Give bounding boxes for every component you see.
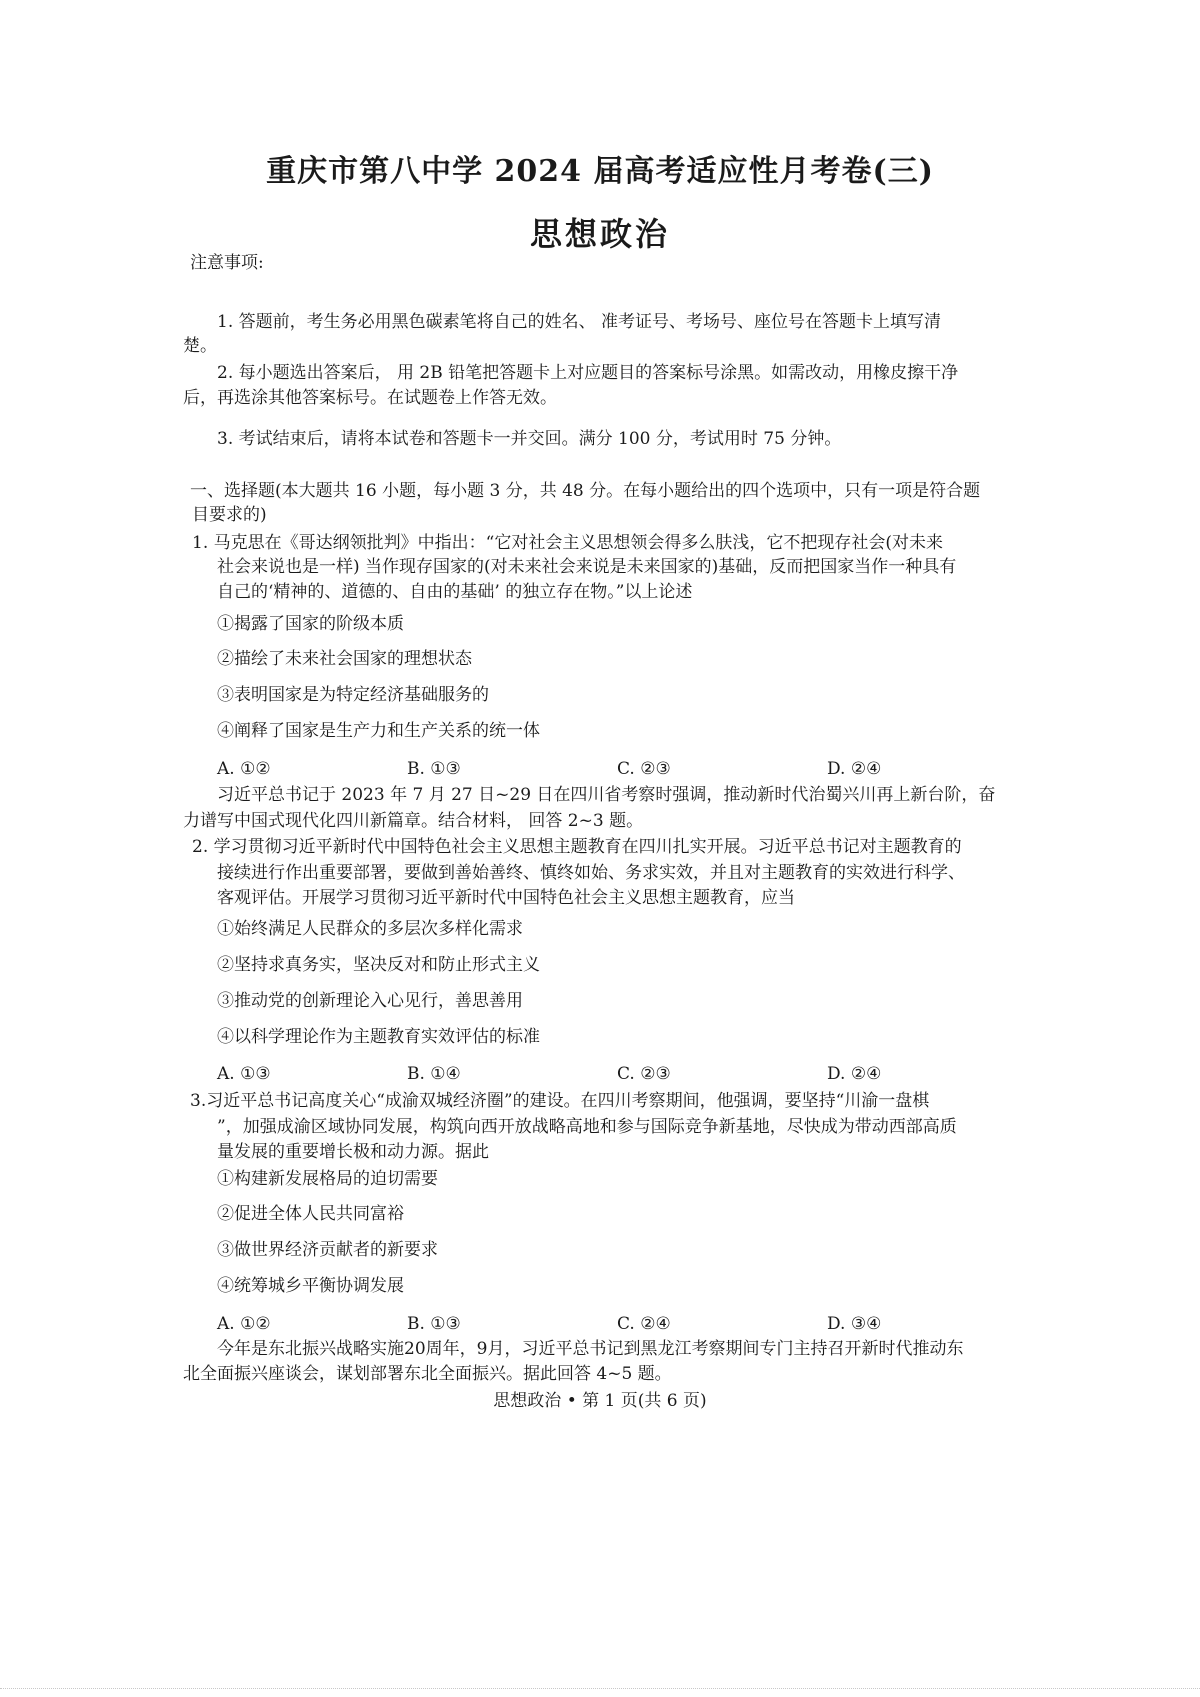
- question-2-item: ②坚持求真务实，坚决反对和防止形式主义: [217, 955, 540, 975]
- question-3-item: ③做世界经济贡献者的新要求: [217, 1240, 438, 1260]
- question-1-stem: 1. 马克思在《哥达纲领批判》中指出：“它对社会主义思想领会得多么肤浅，它不把现存社会(对未来: [192, 533, 943, 553]
- material-paragraph: 今年是东北振兴战略实施20周年，9月，习近平总书记到黑龙江考察期间专门主持召开新时代推动东: [217, 1339, 964, 1359]
- option-a: A. ①③: [217, 1064, 271, 1084]
- notice-line: 楚。: [183, 336, 217, 356]
- option-c: C. ②③: [617, 759, 671, 779]
- question-1-stem: 自己的‘精神的、道德的、自由的基础’ 的独立存在物。”以上论述: [217, 582, 693, 602]
- subject-title: 思想政治: [529, 215, 670, 253]
- question-2-item: ③推动党的创新理论入心见行，善思善用: [217, 991, 523, 1011]
- question-1-item: ④阐释了国家是生产力和生产关系的统一体: [217, 721, 540, 741]
- section-heading: 一、选择题(本大题共 16 小题，每小题 3 分，共 48 分。在每小题给出的四个选项中，只有一项是符合题: [190, 481, 981, 501]
- material-paragraph: 习近平总书记于 2023 年 7 月 27 日~29 日在四川省考察时强调，推动新时代治蜀兴川再上新台阶，奋: [217, 785, 996, 805]
- question-3-stem: ”，加强成渝区域协同发展，构筑向西开放战略高地和参与国际竞争新基地，尽快成为带动西部高质: [217, 1117, 957, 1137]
- notice-line: 1. 答题前，考生务必用黑色碳素笔将自己的姓名、 准考证号、考场号、座位号在答题卡上填写清: [217, 312, 942, 332]
- question-2-stem: 2. 学习贯彻习近平新时代中国特色社会主义思想主题教育在四川扎实开展。习近平总书记对主题教育的: [192, 837, 962, 857]
- question-2-stem: 接续进行作出重要部署，要做到善始善终、慎终如始、务求实效，并且对主题教育的实效进行科学、: [217, 863, 965, 883]
- page-footer: 思想政治 • 第 1 页(共 6 页): [493, 1391, 707, 1411]
- option-b: B. ①③: [407, 1314, 461, 1334]
- question-3-stem: 量发展的重要增长极和动力源。据此: [217, 1142, 489, 1162]
- notice-line: 3. 考试结束后，请将本试卷和答题卡一并交回。满分 100 分，考试用时 75 分钟。: [217, 429, 842, 449]
- question-1-item: ③表明国家是为特定经济基础服务的: [217, 685, 489, 705]
- question-2-item: ④以科学理论作为主题教育实效评估的标准: [217, 1027, 540, 1047]
- material-paragraph: 力谱写中国式现代化四川新篇章。结合材料， 回答 2~3 题。: [183, 811, 644, 831]
- question-1-item: ①揭露了国家的阶级本质: [217, 614, 404, 634]
- option-d: D. ②④: [827, 759, 882, 779]
- question-2-stem: 客观评估。开展学习贯彻习近平新时代中国特色社会主义思想主题教育，应当: [217, 888, 795, 908]
- option-a: A. ①②: [217, 1314, 271, 1334]
- question-3-item: ②促进全体人民共同富裕: [217, 1204, 404, 1224]
- question-3-stem: 3.习近平总书记高度关心“成渝双城经济圈”的建设。在四川考察期间，他强调，要坚持“川渝一盘棋: [190, 1091, 930, 1111]
- question-3-item: ①构建新发展格局的迫切需要: [217, 1169, 438, 1189]
- question-3-item: ④统筹城乡平衡协调发展: [217, 1276, 404, 1296]
- scan-edge-divider: [0, 1688, 1200, 1689]
- material-paragraph: 北全面振兴座谈会，谋划部署东北全面振兴。据此回答 4~5 题。: [183, 1364, 672, 1384]
- notice-line: 2. 每小题选出答案后， 用 2B 铅笔把答题卡上对应题目的答案标号涂黑。如需改动，用橡皮擦干净: [217, 363, 959, 383]
- option-b: B. ①③: [407, 759, 461, 779]
- question-1-item: ②描绘了未来社会国家的理想状态: [217, 649, 472, 669]
- option-c: C. ②④: [617, 1314, 671, 1334]
- question-1-stem: 社会来说也是一样) 当作现存国家的(对未来社会来说是未来国家的)基础，反而把国家当作一种具有: [217, 557, 957, 577]
- notice-line: 后，再选涂其他答案标号。在试题卷上作答无效。: [183, 388, 557, 408]
- section-heading: 目要求的): [192, 505, 267, 525]
- option-d: D. ②④: [827, 1064, 882, 1084]
- exam-title: 重庆市第八中学 2024 届高考适应性月考卷(三): [266, 154, 934, 189]
- question-2-item: ①始终满足人民群众的多层次多样化需求: [217, 919, 523, 939]
- notice-heading: 注意事项:: [190, 253, 264, 273]
- option-d: D. ③④: [827, 1314, 882, 1334]
- option-a: A. ①②: [217, 759, 271, 779]
- option-c: C. ②③: [617, 1064, 671, 1084]
- option-b: B. ①④: [407, 1064, 461, 1084]
